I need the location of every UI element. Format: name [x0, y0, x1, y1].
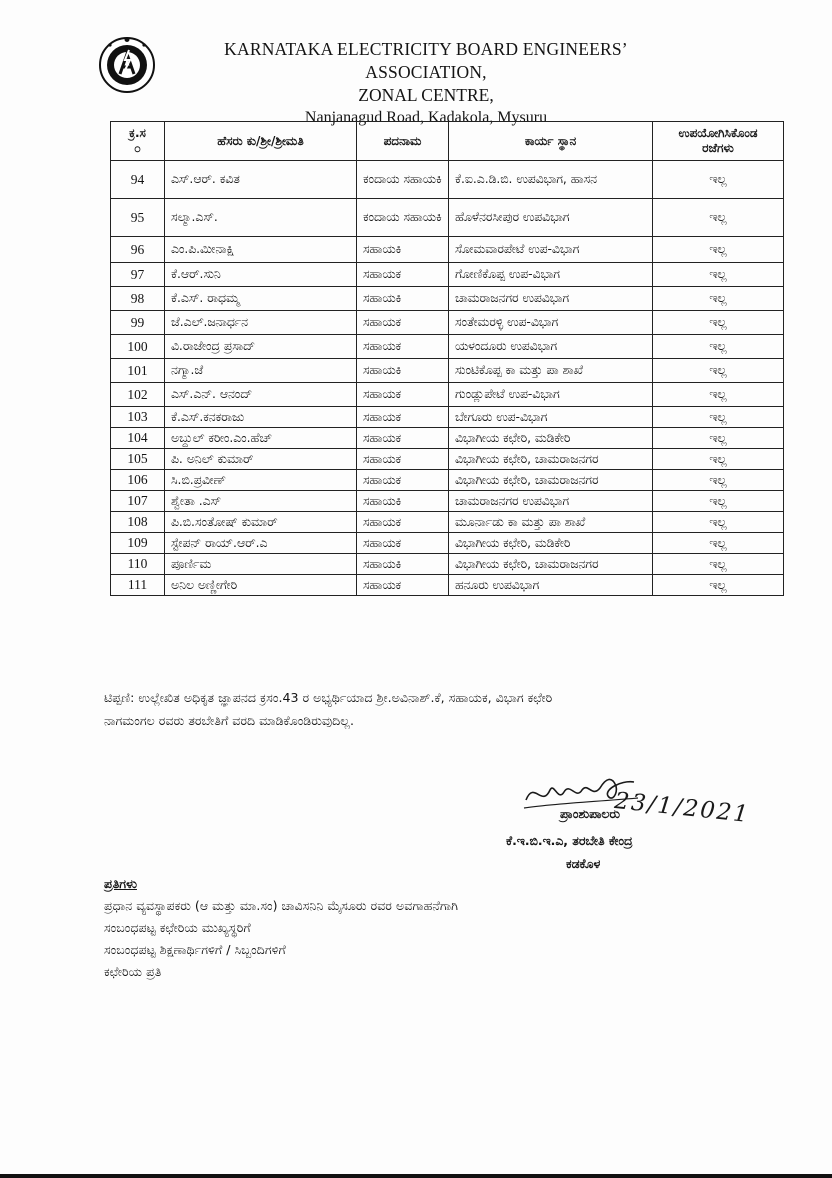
row-designation: ಕಂದಾಯ ಸಹಾಯಕಿ	[357, 161, 449, 199]
association-logo	[98, 36, 156, 94]
row-name: ಎಸ್.ಎನ್. ಆನಂದ್	[165, 383, 357, 407]
table-row	[111, 199, 784, 237]
copies-title: ಪ್ರತಿಗಳು	[104, 876, 137, 891]
row-leave: ಇಲ್ಲ	[653, 359, 784, 383]
row-leave: ಇಲ್ಲ	[653, 287, 784, 311]
row-workplace: ಬೇಗೂರು ಉಪ-ವಿಭಾಗ	[449, 407, 653, 428]
row-name: ನಗ್ಮಾ.ಜೆ	[165, 359, 357, 383]
note-line-1: ಟಿಪ್ಪಣಿ: ಉಲ್ಲೇಖಿತ ಅಧಿಕೃತ ಜ್ಞಾಪನದ ಕ್ರಸಂ.43 ರ ಅಭ್ಯರ್ಥಿಯಾದ ಶ್ರೀ.ಅವಿನಾಶ್.ಕೆ, ಸಹಾಯಕ, ವಿಭಾಗ ಕಛೇರಿ	[104, 690, 553, 705]
staff-table	[110, 121, 784, 596]
table-row	[111, 512, 784, 533]
row-leave: ಇಲ್ಲ	[653, 428, 784, 449]
col-header-leave-line2: ರಜೆಗಳು	[702, 141, 734, 155]
copy-item: ಪ್ರಧಾನ ವ್ಯವಸ್ಥಾಪಕರು (ಆ ಮತ್ತು ಮಾ.ಸಂ) ಚಾವಿಸನಿನಿ ಮೈಸೂರು ರವರ ಅವಗಾಹನೆಗಾಗಿ	[104, 898, 458, 913]
row-workplace: ವಿಭಾಗೀಯ ಕಛೇರಿ, ಮಡಿಕೇರಿ	[449, 533, 653, 554]
table-row	[111, 311, 784, 335]
row-workplace: ಸುಂಟಿಕೊಪ್ಪ ಕಾ ಮತ್ತು ಪಾ ಶಾಖೆ	[449, 359, 653, 383]
table-row	[111, 335, 784, 359]
row-name: ಸಿ.ಬಿ.ಪ್ರವೀಣ್	[165, 470, 357, 491]
row-sl-no: 110	[111, 554, 165, 575]
table-row	[111, 161, 784, 199]
signatory-place: ಕಡಕೊಳ	[566, 856, 601, 871]
row-name: ಅನಿಲ ಅಣ್ಣೀಗೇರಿ	[165, 575, 357, 596]
row-name: ಪಿ.ಬಿ.ಸಂತೋಷ್ ಕುಮಾರ್	[165, 512, 357, 533]
row-name: ಶ್ವೇತಾ .ಎಸ್	[165, 491, 357, 512]
row-name: ಸ್ಟೇಪನ್ ರಾಯ್.ಆರ್.ಎ	[165, 533, 357, 554]
row-designation: ಸಹಾಯಕಿ	[357, 554, 449, 575]
signature-block	[520, 772, 770, 829]
note	[104, 686, 784, 732]
row-name: ಎಸ್.ಆರ್. ಕವಿತ	[165, 161, 357, 199]
col-header-sl-no	[111, 122, 165, 161]
row-designation: ಸಹಾಯಕಿ	[357, 237, 449, 263]
row-name: ಪಿ. ಅನಿಲ್ ಕುಮಾರ್	[165, 449, 357, 470]
row-leave: ಇಲ್ಲ	[653, 491, 784, 512]
row-leave: ಇಲ್ಲ	[653, 554, 784, 575]
col-header-sl-no-line2: ೦	[134, 141, 141, 155]
col-header-leave-line1: ಉಪಯೋಗಿಸಿಕೊಂಡ	[678, 126, 758, 140]
row-designation: ಸಹಾಯಕಿ	[357, 359, 449, 383]
row-leave: ಇಲ್ಲ	[653, 512, 784, 533]
table-row	[111, 554, 784, 575]
table-row	[111, 263, 784, 287]
row-name: ಕೆ.ಎಸ್.ಕನಕರಾಜು	[165, 407, 357, 428]
row-workplace: ಸೋಮವಾರಪೇಟೆ ಉಪ-ವಿಭಾಗ	[449, 237, 653, 263]
row-designation: ಸಹಾಯಕ	[357, 311, 449, 335]
row-workplace: ಗೋಣಿಕೊಪ್ಪ ಉಪ-ವಿಭಾಗ	[449, 263, 653, 287]
table-row	[111, 575, 784, 596]
row-leave: ಇಲ್ಲ	[653, 199, 784, 237]
col-header-name: ಹೆಸರು ಕು/ಶ್ರೀ/ಶ್ರೀಮತಿ	[165, 122, 357, 161]
table-row	[111, 533, 784, 554]
row-workplace: ಮೂರ್ನಾಡು ಕಾ ಮತ್ತು ಪಾ ಶಾಖೆ	[449, 512, 653, 533]
row-name: ಕೆ.ಆರ್.ಸುನಿ	[165, 263, 357, 287]
col-header-workplace: ಕಾರ್ಯ ಸ್ಥಾನ	[449, 122, 653, 161]
row-designation: ಸಹಾಯಕ	[357, 428, 449, 449]
row-sl-no: 98	[111, 287, 165, 311]
row-sl-no: 108	[111, 512, 165, 533]
row-leave: ಇಲ್ಲ	[653, 470, 784, 491]
row-sl-no: 94	[111, 161, 165, 199]
row-sl-no: 99	[111, 311, 165, 335]
row-name: ಅಬ್ದುಲ್ ಕರೀಂ.ಎಂ.ಹೆಚ್	[165, 428, 357, 449]
row-workplace: ಚಾಮರಾಜನಗರ ಉಪವಿಭಾಗ	[449, 287, 653, 311]
row-designation: ಸಹಾಯಕ	[357, 407, 449, 428]
col-header-leave	[653, 122, 784, 161]
row-leave: ಇಲ್ಲ	[653, 161, 784, 199]
signatory-centre: ಕೆ.ಇ.ಬಿ.ಇ.ಎ, ತರಬೇತಿ ಕೇಂದ್ರ	[506, 833, 633, 848]
col-header-designation: ಪದನಾಮ	[357, 122, 449, 161]
row-designation: ಸಹಾಯಕ	[357, 383, 449, 407]
note-line-2: ನಾಗಮಂಗಲ ರವರು ತರಬೇತಿಗೆ ವರದಿ ಮಾಡಿಕೊಂಡಿರುವುದಿಲ್ಲ.	[104, 713, 354, 728]
table-row	[111, 428, 784, 449]
row-workplace: ಸಂತೇಮರಳ್ಳಿ ಉಪ-ವಿಭಾಗ	[449, 311, 653, 335]
row-sl-no: 104	[111, 428, 165, 449]
row-name: ಸಲ್ಮಾ.ಎಸ್.	[165, 199, 357, 237]
row-sl-no: 97	[111, 263, 165, 287]
copy-item: ಕಛೇರಿಯ ಪ್ರತಿ	[104, 964, 162, 979]
table-row	[111, 407, 784, 428]
row-leave: ಇಲ್ಲ	[653, 575, 784, 596]
row-sl-no: 111	[111, 575, 165, 596]
table-row	[111, 237, 784, 263]
address: Nanjanagud Road, Kadakola, Mysuru	[304, 109, 548, 126]
signature-date: 23/1/2021	[613, 788, 752, 829]
row-workplace: ಕೆ.ಐ.ಎ.ಡಿ.ಬಿ. ಉಪವಿಭಾಗ, ಹಾಸನ	[449, 161, 653, 199]
page-edge-shadow	[0, 1174, 832, 1178]
row-designation: ಸಹಾಯಕ	[357, 263, 449, 287]
table-header-row	[111, 122, 784, 161]
row-designation: ಸಹಾಯಕ	[357, 470, 449, 491]
row-sl-no: 95	[111, 199, 165, 237]
table-row	[111, 287, 784, 311]
copy-item: ಸಂಬಂಧಪಟ್ಟ ಕಛೇರಿಯ ಮುಖ್ಯಸ್ಥರಿಗೆ	[104, 920, 251, 935]
row-workplace: ವಿಭಾಗೀಯ ಕಛೇರಿ, ಚಾಮರಾಜನಗರ	[449, 449, 653, 470]
row-workplace: ಹೊಳೆನರಸೀಪುರ ಉಪವಿಭಾಗ	[449, 199, 653, 237]
letterhead	[166, 38, 686, 129]
row-sl-no: 109	[111, 533, 165, 554]
row-name: ಕೆ.ಎಸ್. ರಾಧಮ್ಮ	[165, 287, 357, 311]
table-row	[111, 470, 784, 491]
row-name: ವಿ.ರಾಜೇಂದ್ರ ಪ್ರಸಾದ್	[165, 335, 357, 359]
row-workplace: ಗುಂಡ್ಲುಪೇಟೆ ಉಪ-ವಿಭಾಗ	[449, 383, 653, 407]
row-name: ಎಂ.ಪಿ.ಮೀನಾಕ್ಷಿ	[165, 237, 357, 263]
row-leave: ಇಲ್ಲ	[653, 533, 784, 554]
table-row	[111, 359, 784, 383]
row-designation: ಸಹಾಯಕಿ	[357, 491, 449, 512]
row-leave: ಇಲ್ಲ	[653, 407, 784, 428]
row-sl-no: 100	[111, 335, 165, 359]
table-row	[111, 491, 784, 512]
row-designation: ಸಹಾಯಕಿ	[357, 287, 449, 311]
row-workplace: ವಿಭಾಗೀಯ ಕಛೇರಿ, ಚಾಮರಾಜನಗರ	[449, 554, 653, 575]
row-designation: ಸಹಾಯಕ	[357, 449, 449, 470]
row-sl-no: 103	[111, 407, 165, 428]
row-designation: ಕಂದಾಯ ಸಹಾಯಕಿ	[357, 199, 449, 237]
row-sl-no: 102	[111, 383, 165, 407]
row-designation: ಸಹಾಯಕ	[357, 575, 449, 596]
row-workplace: ಹನೂರು ಉಪವಿಭಾಗ	[449, 575, 653, 596]
row-leave: ಇಲ್ಲ	[653, 449, 784, 470]
row-workplace: ವಿಭಾಗೀಯ ಕಛೇರಿ, ಚಾಮರಾಜನಗರ	[449, 470, 653, 491]
row-leave: ಇಲ್ಲ	[653, 237, 784, 263]
row-name: ಜೆ.ಎಲ್.ಜನಾರ್ಧನ	[165, 311, 357, 335]
row-designation: ಸಹಾಯಕ	[357, 335, 449, 359]
row-leave: ಇಲ್ಲ	[653, 383, 784, 407]
row-designation: ಸಹಾಯಕ	[357, 533, 449, 554]
row-sl-no: 107	[111, 491, 165, 512]
org-name: KARNATAKA ELECTRICITY BOARD ENGINEERS’ ASSOCIATION,	[224, 39, 628, 82]
row-workplace: ಚಾಮರಾಜನಗರ ಉಪವಿಭಾಗ	[449, 491, 653, 512]
copies-section	[104, 873, 458, 983]
copy-item: ಸಂಬಂಧಪಟ್ಟ ಶಿಕ್ಷಣಾರ್ಥಿಗಳಿಗೆ / ಸಿಬ್ಬಂದಿಗಳಿಗೆ	[104, 942, 286, 957]
row-leave: ಇಲ್ಲ	[653, 311, 784, 335]
row-workplace: ವಿಭಾಗೀಯ ಕಛೇರಿ, ಮಡಿಕೇರಿ	[449, 428, 653, 449]
row-leave: ಇಲ್ಲ	[653, 335, 784, 359]
col-header-sl-no-line1: ಕ್ರ.ಸ	[129, 126, 146, 140]
row-sl-no: 106	[111, 470, 165, 491]
row-sl-no: 105	[111, 449, 165, 470]
centre-name: ZONAL CENTRE,	[358, 85, 494, 105]
row-leave: ಇಲ್ಲ	[653, 263, 784, 287]
table-row	[111, 383, 784, 407]
row-workplace: ಯಳಂದೂರು ಉಪವಿಭಾಗ	[449, 335, 653, 359]
signatory-title: ಪ್ರಾಂಶುಪಾಲರು	[560, 806, 620, 821]
row-sl-no: 96	[111, 237, 165, 263]
row-designation: ಸಹಾಯಕ	[357, 512, 449, 533]
row-sl-no: 101	[111, 359, 165, 383]
table-row	[111, 449, 784, 470]
row-name: ಪೂರ್ಣಿಮ	[165, 554, 357, 575]
